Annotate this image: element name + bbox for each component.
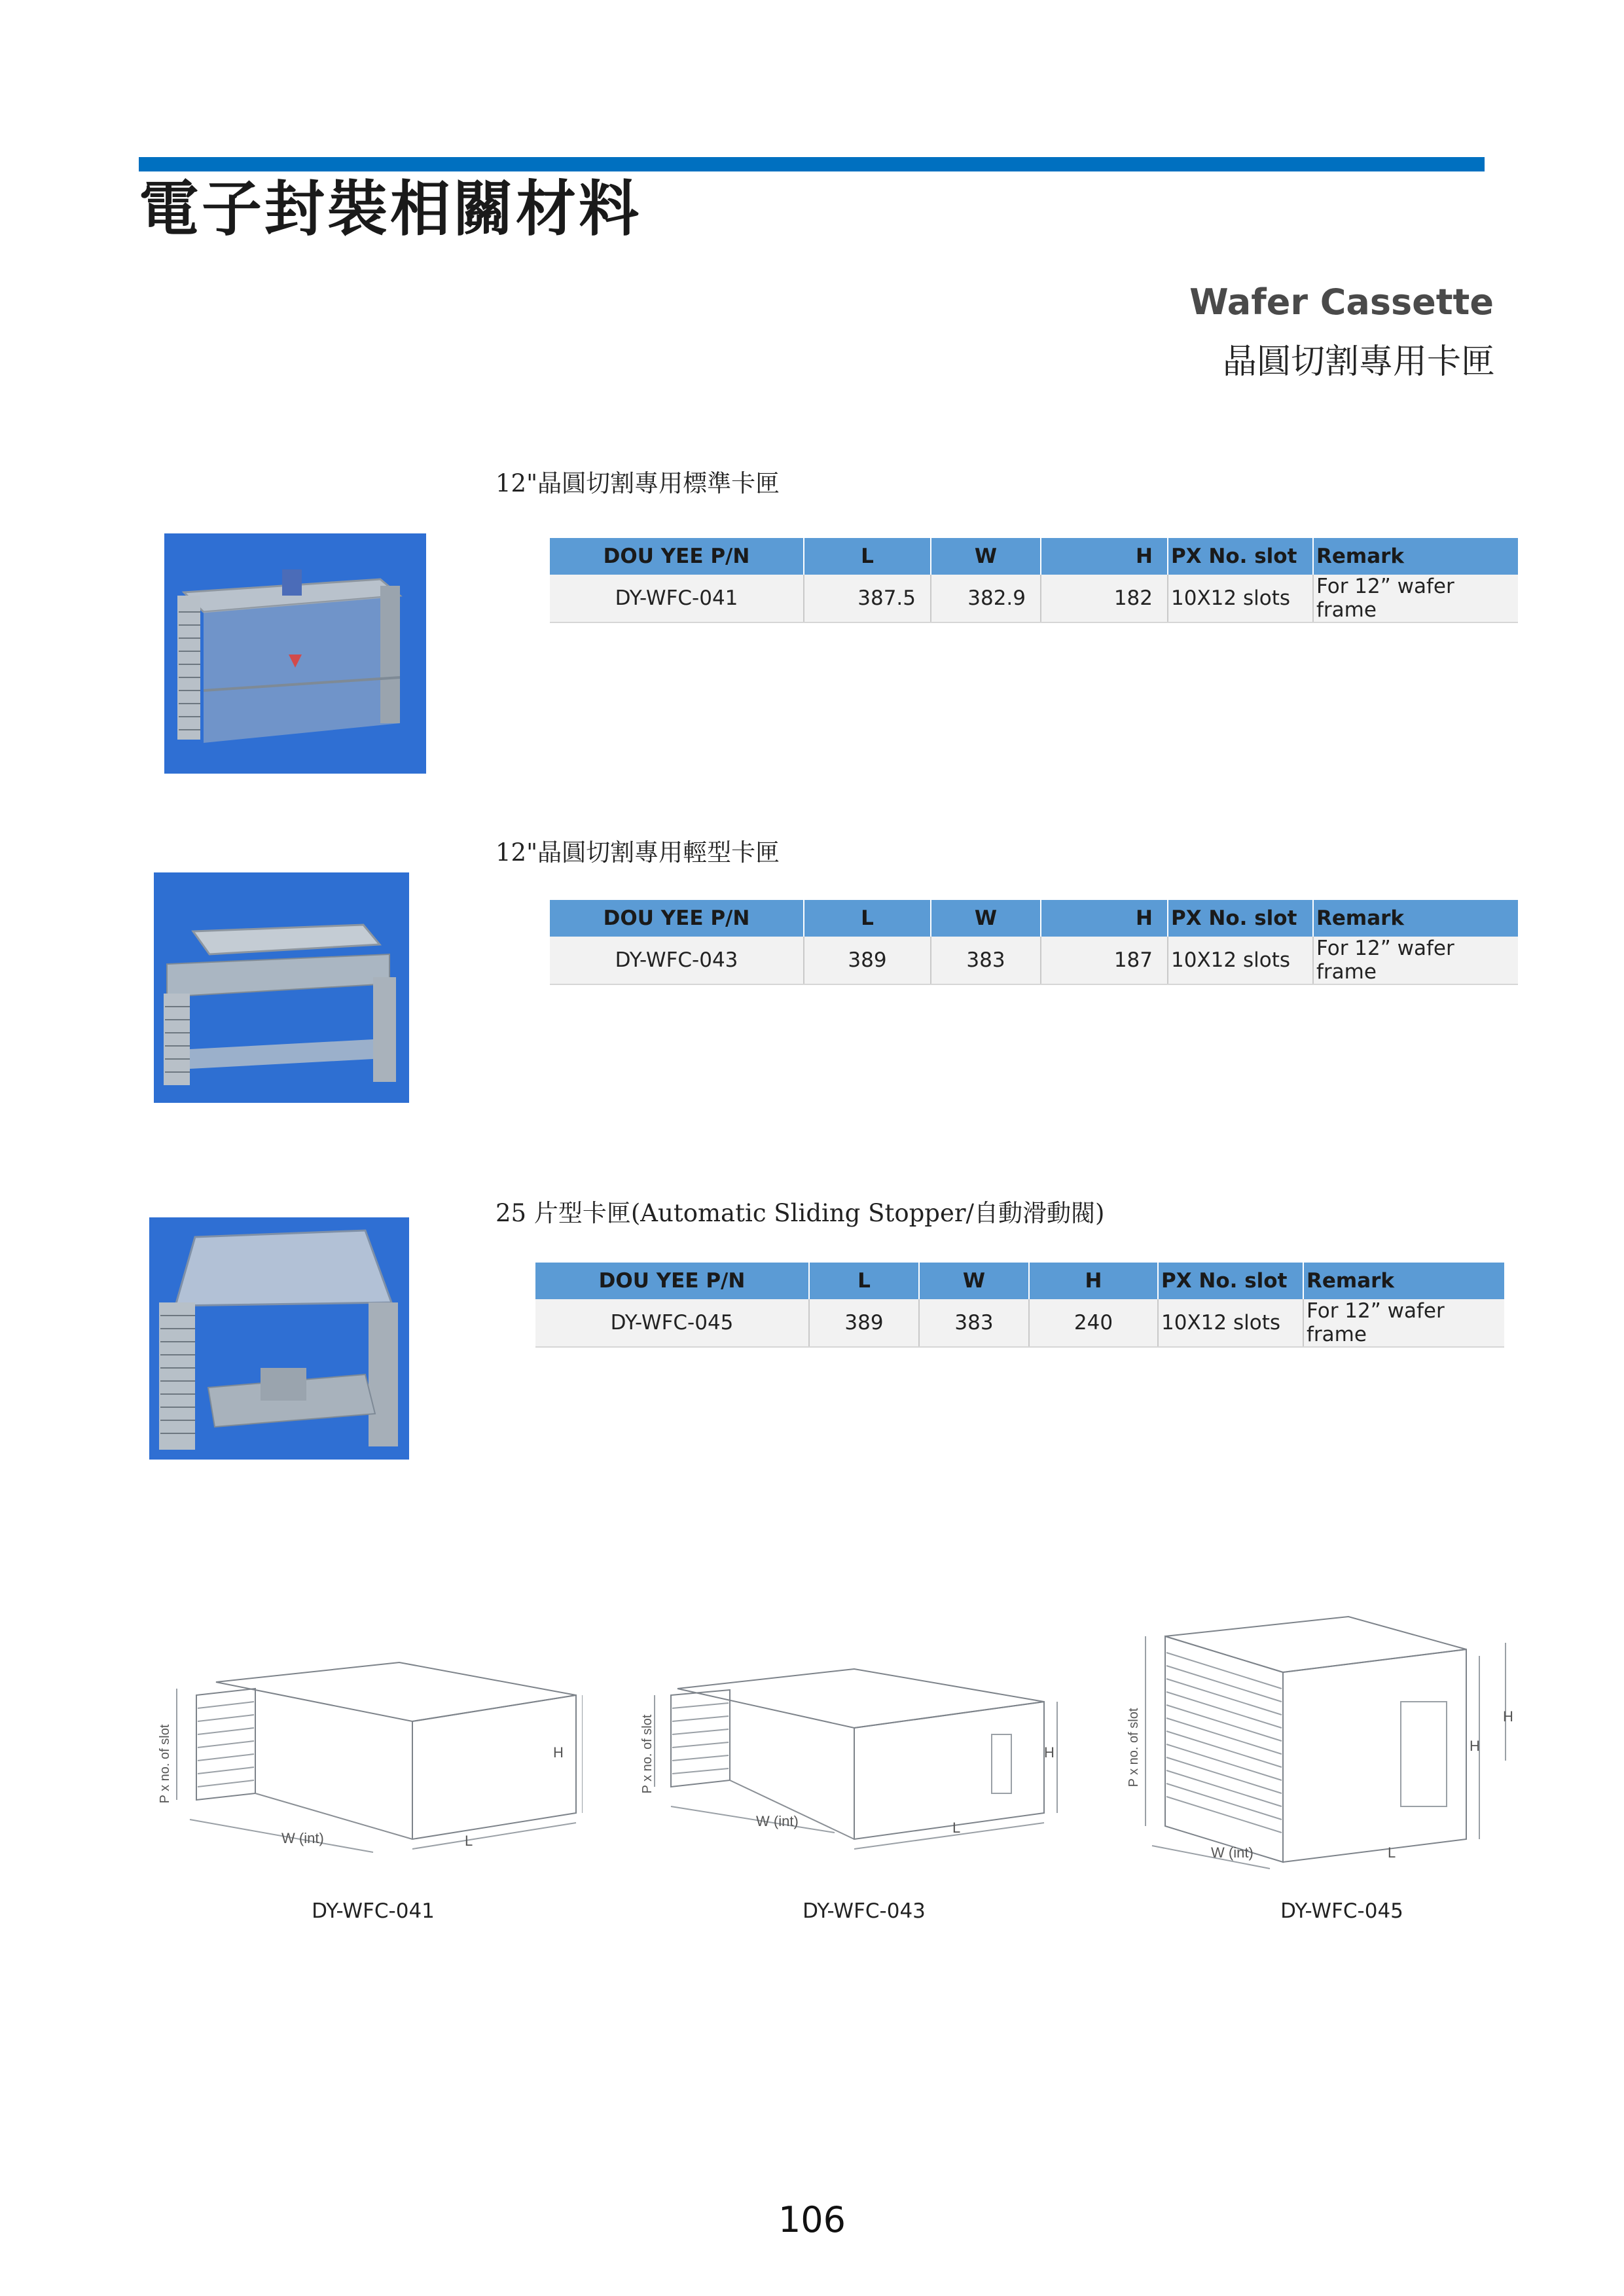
spec-table-wfc-041 — [550, 538, 1518, 623]
cell-pn: DY-WFC-045 — [535, 1299, 809, 1347]
page-number: 106 — [778, 2199, 846, 2240]
col-header-h: H — [1041, 538, 1168, 575]
diagram-height-label: H — [1470, 1738, 1480, 1754]
diagram-caption-wfc-041: DY-WFC-041 — [312, 1899, 435, 1923]
product-photo-wfc-041 — [164, 533, 426, 774]
product-photo-wfc-045 — [149, 1217, 409, 1460]
table-row — [535, 1299, 1504, 1347]
diagram-height-label: H — [1044, 1744, 1055, 1761]
col-header-l: L — [804, 900, 931, 937]
section-label-wfc-045: 25 片型卡匣(Automatic Sliding Stopper/自動滑動閥) — [496, 1199, 1105, 1227]
cell-w: 382.9 — [931, 575, 1041, 622]
cell-pn: DY-WFC-043 — [550, 937, 804, 984]
col-header-pn: DOU YEE P/N — [535, 1263, 809, 1299]
diagram-width-label: W (int) — [1211, 1844, 1254, 1861]
diagram-length-label: L — [952, 1820, 961, 1836]
col-header-slots: PX No. slot — [1168, 900, 1313, 937]
col-header-remark: Remark — [1313, 538, 1518, 575]
cell-l: 387.5 — [804, 575, 931, 622]
diagram-pitch-label: P x no. of slot — [640, 1714, 655, 1794]
col-header-pn: DOU YEE P/N — [550, 900, 804, 937]
section-label-wfc-041: 12"晶圓切割專用標準卡匣 — [496, 469, 780, 497]
col-header-slots: PX No. slot — [1168, 538, 1313, 575]
diagram-wfc-041 — [151, 1623, 583, 1872]
cell-slots: 10X12 slots — [1158, 1299, 1303, 1347]
cell-remark: For 12” wafer frame — [1303, 1299, 1504, 1347]
col-header-l: L — [809, 1263, 919, 1299]
diagram-pitch-label: P x no. of slot — [1127, 1708, 1141, 1787]
table-row — [550, 575, 1518, 622]
diagram-length-label: L — [1388, 1844, 1396, 1861]
cell-remark: For 12” wafer frame — [1313, 937, 1518, 984]
section-label-wfc-043: 12"晶圓切割專用輕型卡匣 — [496, 838, 780, 867]
cell-slots: 10X12 slots — [1168, 937, 1313, 984]
table-row — [550, 937, 1518, 984]
product-title-zh: 晶圓切割專用卡匣 — [1222, 342, 1495, 382]
page-title: 電子封裝相關材料 — [139, 174, 642, 244]
col-header-remark: Remark — [1313, 900, 1518, 937]
diagram-pitch-label: P x no. of slot — [158, 1724, 172, 1804]
diagram-height-label: H — [553, 1744, 564, 1761]
cell-pn: DY-WFC-041 — [550, 575, 804, 622]
cell-h: 182 — [1041, 575, 1168, 622]
cell-w: 383 — [931, 937, 1041, 984]
diagram-length-label: L — [465, 1833, 473, 1849]
cell-l: 389 — [809, 1299, 919, 1347]
diagram-caption-wfc-045: DY-WFC-045 — [1280, 1899, 1403, 1923]
col-header-w: W — [931, 538, 1041, 575]
product-photo-wfc-043 — [154, 872, 409, 1103]
header-accent-bar — [139, 157, 1485, 171]
diagram-height-label-outer: H — [1503, 1708, 1513, 1725]
col-header-w: W — [919, 1263, 1029, 1299]
diagram-wfc-043 — [638, 1617, 1070, 1865]
col-header-h: H — [1029, 1263, 1158, 1299]
cell-h: 187 — [1041, 937, 1168, 984]
cell-slots: 10X12 slots — [1168, 575, 1313, 622]
diagram-wfc-045 — [1113, 1590, 1532, 1872]
cell-h: 240 — [1029, 1299, 1158, 1347]
cell-l: 389 — [804, 937, 931, 984]
cell-w: 383 — [919, 1299, 1029, 1347]
col-header-l: L — [804, 538, 931, 575]
diagram-width-label: W (int) — [281, 1830, 324, 1846]
col-header-slots: PX No. slot — [1158, 1263, 1303, 1299]
diagram-caption-wfc-043: DY-WFC-043 — [803, 1899, 926, 1923]
spec-table-wfc-043 — [550, 900, 1518, 985]
col-header-remark: Remark — [1303, 1263, 1504, 1299]
col-header-h: H — [1041, 900, 1168, 937]
table-header-row — [550, 900, 1518, 937]
col-header-pn: DOU YEE P/N — [550, 538, 804, 575]
product-title-en: Wafer Cassette — [1189, 281, 1494, 323]
col-header-w: W — [931, 900, 1041, 937]
spec-table-wfc-045 — [535, 1263, 1504, 1348]
diagram-width-label: W (int) — [756, 1813, 799, 1829]
cell-remark: For 12” wafer frame — [1313, 575, 1518, 622]
table-header-row — [535, 1263, 1504, 1299]
table-header-row — [550, 538, 1518, 575]
